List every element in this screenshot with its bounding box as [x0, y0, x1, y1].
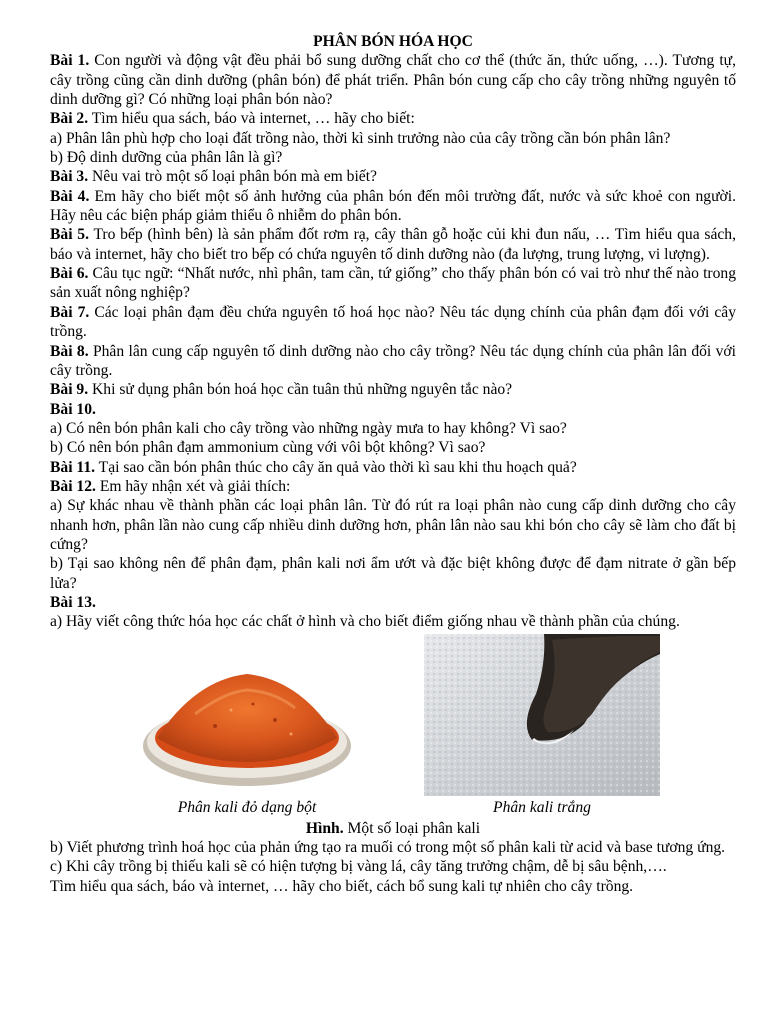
exercise-7: Bài 7. Các loại phân đạm đều chứa nguyên tố hoá học nào? Nêu tác dụng chính của phân đạm đối với cây trồng.	[50, 303, 736, 341]
exercise-1: Bài 1. Con người và động vật đều phải bổ sung dưỡng chất cho cơ thể (thức ăn, thức uống, …). Tương tự, cây trồng cũng cần dinh dưỡng (phân bón) để phát triển. Phân bón cung cấp cho cây trồng những nguyên tố dinh dưỡng gì? Có những loại phân bón nào?	[50, 52, 736, 109]
red-potash-powder-image	[135, 634, 359, 796]
exercise-9: Bài 9. Khi sử dụng phân bón hoá học cần tuân thủ những nguyên tắc nào?	[50, 381, 513, 399]
exercise-2a: a) Phân lân phù hợp cho loại đất trồng nào, thời kì sinh trưởng nào của cây trồng cần bón phân lân?	[50, 129, 671, 147]
exercise-3: Bài 3. Nêu vai trò một số loại phân bón mà em biết?	[50, 168, 377, 186]
exercise-13: Bài 13.	[50, 593, 96, 611]
exercise-4: Bài 4. Em hãy cho biết một số ảnh hưởng của phân bón đến môi trường đất, nước và sức khoẻ con người. Hãy nêu các biện pháp giảm thiểu ô nhiễm do phân bón.	[50, 187, 737, 225]
exercise-8: Bài 8. Phân lân cung cấp nguyên tố dinh dưỡng nào cho cây trồng? Nêu tác dụng chính của phân lân đối với cây trồng.	[50, 342, 737, 379]
white-potash-image	[424, 634, 660, 796]
exercise-6: Bài 6. Câu tục ngữ: “Nhất nước, nhì phân, tam cần, tứ giống” cho thấy phân bón có vai trò như thế nào trong sản xuất nông nghiệp?	[50, 265, 737, 302]
figure	[50, 634, 736, 819]
exercise-13b: b) Viết phương trình hoá học của phản ứng tạo ra muối có trong một số phân kali từ acid và base tương ứng.	[50, 839, 726, 856]
exercise-2: Bài 2. Tìm hiểu qua sách, báo và internet, … hãy cho biết:	[50, 110, 415, 128]
figure-title: Hình. Một số loại phân kali	[305, 819, 481, 837]
caption-red-potash: Phân kali đỏ dạng bột	[177, 798, 317, 816]
exercise-10: Bài 10.	[50, 400, 96, 418]
exercise-11: Bài 11. Tại sao cần bón phân thúc cho cây ăn quả vào thời kì sau khi thu hoạch quả?	[50, 458, 577, 476]
exercise-10a: a) Có nên bón phân kali cho cây trồng vào những ngày mưa to hay không? Vì sao?	[50, 419, 567, 437]
exercise-10b: b) Có nên bón phân đạm ammonium cùng với vôi bột không? Vì sao?	[50, 439, 486, 457]
document-title: PHÂN BÓN HÓA HỌC	[313, 33, 473, 50]
exercise-12: Bài 12. Em hãy nhận xét và giải thích:	[50, 477, 291, 495]
exercise-2b: b) Độ dinh dưỡng của phân lân là gì?	[50, 149, 283, 167]
exercise-13a: a) Hãy viết công thức hóa học các chất ở hình và cho biết điểm giống nhau về thành phần của chúng.	[50, 613, 680, 631]
exercise-13c-task: Tìm hiểu qua sách, báo và internet, … hãy cho biết, cách bổ sung kali tự nhiên cho cây trồng.	[50, 877, 634, 895]
document-body	[50, 32, 736, 896]
exercise-13c: c) Khi cây trồng bị thiếu kali sẽ có hiện tượng bị vàng lá, cây tăng trưởng chậm, dễ bị sâu bệnh,….	[50, 858, 667, 876]
exercise-5: Bài 5. Tro bếp (hình bên) là sản phẩm đốt rơm rạ, cây thân gỗ hoặc củi khi đun nấu, … Tìm hiểu qua sách, báo và internet, hãy cho biết tro bếp có chứa nguyên tố dinh dưỡng nào (đa lượng, trung lượng, vi lượng).	[50, 226, 736, 263]
exercise-12a: a) Sự khác nhau về thành phần các loại phân lân. Từ đó rút ra loại phân nào cung cấp dinh dưỡng cho cây nhanh hơn, phân lần nào cung cấp nhiều dinh dưỡng hơn, phân lân nào sau khi bón cho cây sẽ làm cho đất bị cứng?	[50, 497, 736, 553]
exercise-12b: b) Tại sao không nên để phân đạm, phân kali nơi ẩm ướt và đặc biệt không được để đạm nitrate ở gần bếp lửa?	[50, 555, 736, 592]
caption-white-potash: Phân kali trắng	[493, 798, 591, 816]
